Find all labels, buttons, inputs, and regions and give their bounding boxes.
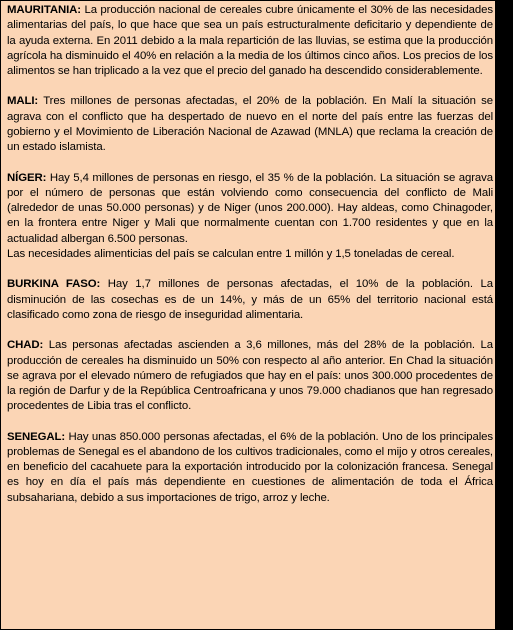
section-text: Las personas afectadas ascienden a 3,6 millones, más del 28% de la población. La producción de cereales ha disminuido un 50% con respecto al año anterior. En Chad la situación se agrava por el elevado número de refugiados que hay en el país: unos 300.000 procedentes de la región de Darfur y de la República Centroafricana y unos 79.000 chadianos que han regresado procedentes de Libia tras el conflicto. — [7, 339, 493, 413]
country-heading: BURKINA FASO: — [7, 278, 101, 291]
section-niger — [7, 171, 493, 263]
country-heading: SENEGAL: — [7, 430, 66, 443]
country-heading: MALI: — [7, 95, 39, 108]
section-mauritania — [7, 3, 493, 79]
section-burkina-faso — [7, 277, 493, 323]
text-box-content — [7, 3, 493, 521]
section-senegal — [7, 430, 493, 506]
section-mali — [7, 94, 493, 155]
country-heading: MAURITANIA: — [7, 4, 81, 16]
section-chad — [7, 338, 493, 414]
section-text: Tres millones de personas afectadas, el 20% de la población. En Malí la situación se agrava con el conflicto que ha despertado de nuevo en el norte del país entre las fuerzas del gobierno y el Movimiento de Liberación Nacional de Azawad (MNLA) que reclama la creación de un estado islamista. — [7, 95, 493, 154]
section-text: Hay 1,7 millones de personas afectadas, el 10% de la población. La disminución de las cosechas es de un 14%, y más de un 65% del territorio nacional está clasificado como zona de riesgo de inseguridad alimentaria. — [7, 278, 493, 321]
country-heading: CHAD: — [7, 339, 44, 352]
country-heading: NÍGER: — [7, 171, 47, 184]
section-text: La producción nacional de cereales cubre únicamente el 30% de las necesidades alimentarias del país, lo que hace que sea un país estructuralmente deficitario y dependiente de la ayuda externa. En 2011 debido a la mala repartición de las lluvias, se estima que la producción agrícola ha disminuido el 40% en relación a la media de los últimos cinco años. Los precios de los alimentos se han triplicado a la vez que el precio del ganado ha descendido considerablemente. — [7, 4, 493, 77]
section-text: Hay 5,4 millones de personas en riesgo, el 35 % de la población. La situación se agrava por el número de personas que están volviendo como consecuencia del conflicto de Mali (alrededor de unas 50.000 personas) y de Niger (unos 200.000). Hay aldeas, como Chinagoder, en la frontera entre Niger y Mali que normalmente cuentan con 1.700 residentes y que en la actualidad albergan 6.500 personas. — [7, 171, 493, 245]
section-extra-text: Las necesidades alimenticias del país se calculan entre 1 millón y 1,5 toneladas de cereal. — [7, 247, 455, 260]
section-text: Hay unas 850.000 personas afectadas, el 6% de la población. Uno de los principales problemas de Senegal es el abandono de los cultivos tradicionales, como el mijo y otros cereales, en beneficio del cacahuete para la exportación introducido por la colonización francesa. Senegal es hoy en día el país más dependiente en cuestiones de alimentación de toda el África subsahariana, debido a sus importaciones de trigo, arroz y leche. — [7, 430, 493, 504]
